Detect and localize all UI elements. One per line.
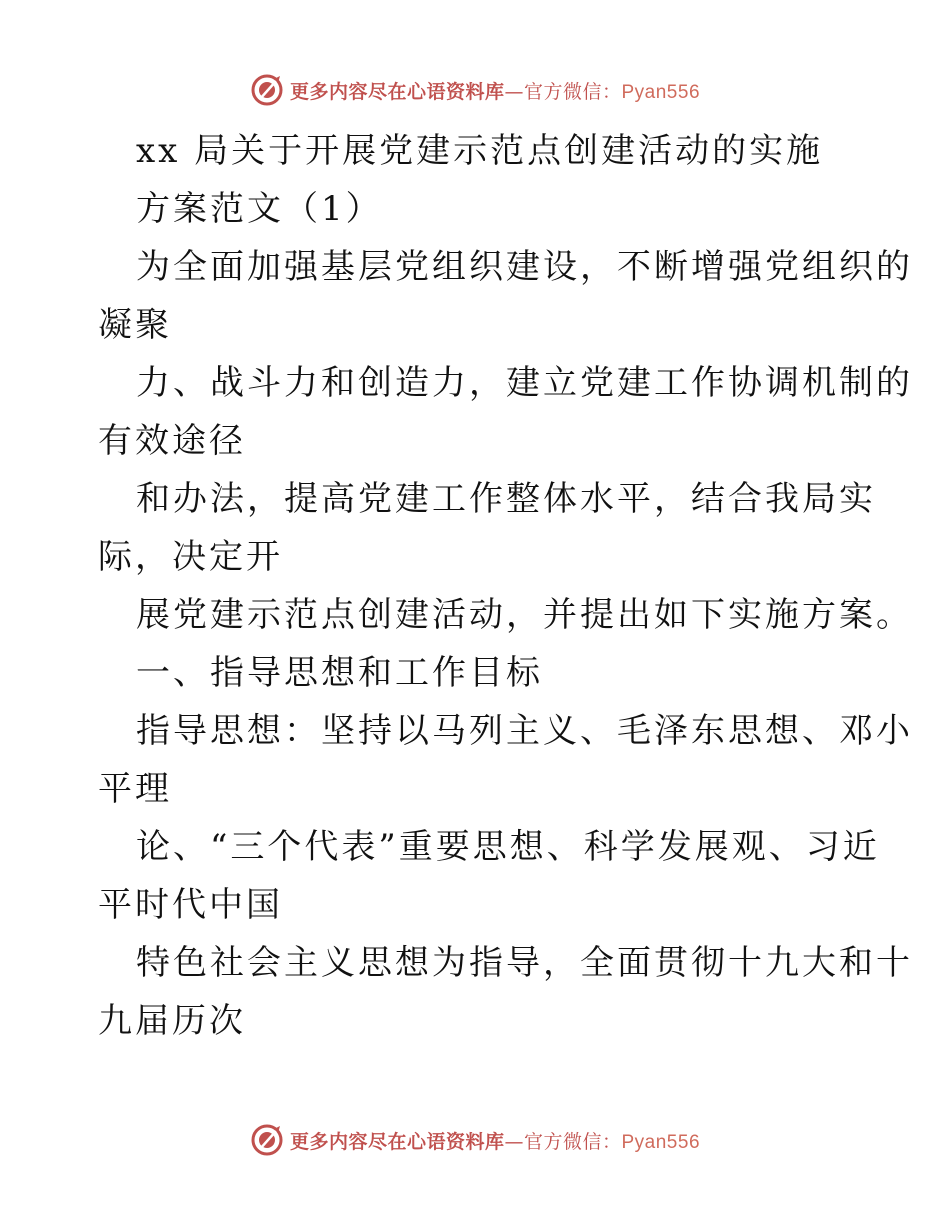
document-line: 指导思想：坚持以马列主义、毛泽东思想、邓小: [136, 711, 913, 751]
document-line: 有效途径: [98, 421, 246, 461]
quill-seal-icon: [250, 73, 284, 107]
watermark-main-text: 更多内容尽在心语资料库: [289, 1130, 505, 1153]
watermark-text: [290, 1127, 700, 1154]
quill-seal-icon: [250, 1123, 284, 1157]
document-line: 九届历次: [98, 1001, 246, 1041]
watermark-text: [290, 77, 700, 104]
watermark-dash: —: [504, 80, 524, 103]
footer-watermark: [0, 1120, 950, 1160]
document-line: xx 局关于开展党建示范点创建活动的实施: [136, 131, 824, 171]
header-watermark: [0, 70, 950, 110]
document-line: 论、“三个代表”重要思想、科学发展观、习近: [136, 827, 880, 867]
document-line: 一、指导思想和工作目标: [136, 653, 543, 693]
document-line: 际，决定开: [98, 537, 283, 577]
watermark-wechat-label: 官方微信：: [523, 80, 622, 103]
document-line: 平理: [98, 769, 172, 809]
watermark-wechat-id: Pyan556: [621, 81, 701, 103]
document-line: 特色社会主义思想为指导，全面贯彻十九大和十: [136, 943, 913, 983]
document-body: [98, 122, 913, 1050]
document-line: 和办法，提高党建工作整体水平，结合我局实: [136, 479, 876, 519]
document-line: 力、战斗力和创造力，建立党建工作协调机制的: [136, 363, 913, 403]
document-line: 平时代中国: [98, 885, 283, 925]
watermark-dash: —: [504, 1130, 524, 1153]
document-line: 方案范文（1）: [136, 189, 383, 229]
document-line: 凝聚: [98, 305, 172, 345]
document-line: 展党建示范点创建活动，并提出如下实施方案。: [136, 595, 913, 635]
watermark-wechat-label: 官方微信：: [523, 1130, 622, 1153]
document-line: 为全面加强基层党组织建设，不断增强党组织的: [136, 247, 913, 287]
watermark-main-text: 更多内容尽在心语资料库: [289, 80, 505, 103]
watermark-wechat-id: Pyan556: [621, 1131, 701, 1153]
